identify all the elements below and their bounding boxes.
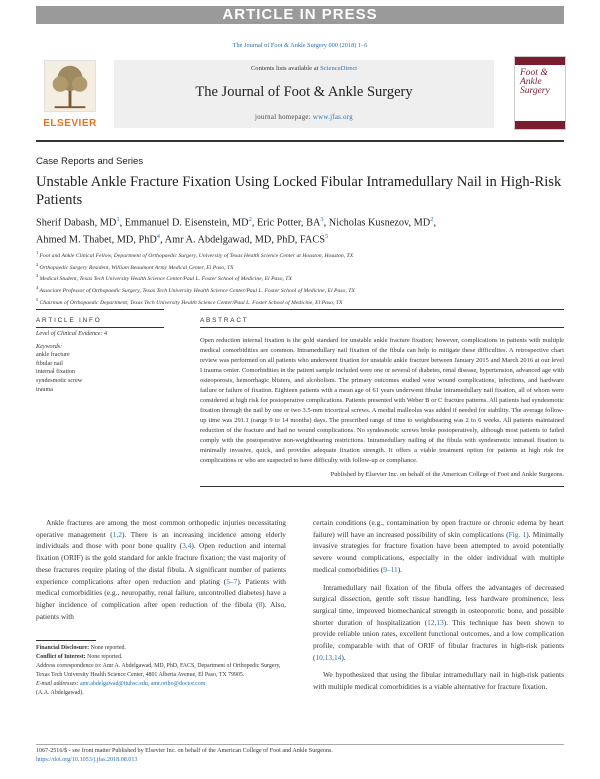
publisher-name: ELSEVIER xyxy=(43,118,97,129)
article-info-heading: ARTICLE INFO xyxy=(36,317,102,324)
keywords-label: Keywords: xyxy=(36,343,63,350)
body-right-column xyxy=(313,517,564,693)
footnotes xyxy=(36,644,286,698)
abstract-heading: ABSTRACT xyxy=(200,317,249,324)
keyword: fibular nail xyxy=(36,360,63,367)
email-addresses: E-mail addresses: amr.abdelgawad@ttuhsc.edu, amr.ortho@doctor.com xyxy=(36,681,206,687)
author-line-1: Sherif Dabash, $MD^1$, Emmanuel D. Eisenstein, $MD^2$, Eric Potter, $BA^3$, Nicholas Kusnezov, $MD^2$, xyxy=(36,216,437,229)
journal-reference[interactable]: The Journal of Foot & Ankle Surgery 000 (2018) 1–6 xyxy=(232,42,368,49)
figure-link[interactable]: Fig. 1 xyxy=(508,529,527,539)
email-owner: (A.A. Abdelgawad). xyxy=(36,690,84,696)
email-link[interactable]: amr.abdelgawad@ttuhsc.edu, amr.ortho@doctor.com xyxy=(79,681,206,687)
level-label: Level of Clinical Evidence: xyxy=(36,331,103,337)
cover-top-band xyxy=(515,57,565,65)
affiliation: $^2$ Orthopaedic Surgery Resident, William Beaumont Army Medical Center, El Paso, TX xyxy=(36,261,234,271)
author-line-2: Ahmed M. Thabet, MD, PhD$^4$, Amr A. Abdelgawad, MD, PhD, FACS$^5$ xyxy=(36,233,329,246)
intro-paragraph-1: Ankle fractures are among the most common orthopedic injuries necessitating operative management (1,2). There is an increasing incidence among elderly individuals and those with poor bone quality (3,4). Open reduction and internal fixation (ORIF) is the gold standard for ankle fracture fixation; the vast majority of these fractures require plating of the distal fibula. A significant number of patients experience complications after open reduction and plating (5–7). Patients with medical comorbidities (e.g., neuropathy, renal failure, uncontrolled diabetes) have a higher incidence of complication after open reduction of the fibula (8). Also, patients with xyxy=(36,518,286,621)
author-affiliation-marker[interactable]: 1 xyxy=(116,216,120,223)
affiliation: $^1$ Foot and Ankle Clinical Fellow, Department of Orthopaedic Surgery, University of Texas Health Science Center at Houston, Houston, TX xyxy=(36,250,354,259)
abstract-top-rule xyxy=(200,309,564,310)
author-name: Amr A. Abdelgawad, MD, PhD, FACS xyxy=(164,234,325,246)
article-info xyxy=(36,330,164,394)
author-name: Eric Potter, BA xyxy=(257,217,321,229)
elsevier-logo xyxy=(36,60,104,130)
body-left-column xyxy=(36,517,286,622)
author-name: Ahmed M. Thabet, MD, PhD xyxy=(36,234,157,246)
page-footer xyxy=(36,747,564,765)
homepage-label: journal homepage: xyxy=(255,114,311,121)
correspondence-address: Address correspondence to: Amr A. Abdelgawad, MD, PhD, FACS, Department of Orthopedic Surgery, Texas Tech University Health Science Center, 4801 Alberta Avenue, El Paso, TX 79905. xyxy=(36,663,281,678)
homepage-link[interactable]: www.jfas.org xyxy=(312,114,353,121)
info-top-rule xyxy=(36,309,164,310)
author-list xyxy=(36,213,564,248)
citation-link[interactable]: 5–7 xyxy=(226,576,238,586)
level-of-evidence xyxy=(36,330,164,339)
cover-title: Foot & Ankle Surgery xyxy=(520,68,550,96)
affiliation: $^5$ Chairman of Orthopaedic Department, Texas Tech University Health Science Center/Paul L. Foster School of Medicine, El Paso, TX xyxy=(36,296,343,306)
intro-paragraph-continued: certain conditions (e.g., contamination by open fracture or chronic edema by heart failure) will have an increased possibility of skin complications (Fig. 1). Minimally invasive strategies for fracture fixation have been attempted to avoid potentially severe wound complications, especially in the older individual with multiple medical comorbidities (9–11). xyxy=(313,518,564,574)
keyword: ankle fracture xyxy=(36,352,70,359)
affiliation: $^3$ Medical Student, Texas Tech University Health Science Center/Paul L. Foster School of Medicine, El Paso, TX xyxy=(36,273,292,283)
author-affiliation-marker[interactable]: 2 xyxy=(430,216,434,223)
affiliation-list xyxy=(36,249,564,307)
journal-header xyxy=(36,54,564,136)
citation-link[interactable]: 12,13 xyxy=(427,617,444,627)
header-divider xyxy=(36,140,564,142)
keyword: trauma xyxy=(36,386,53,393)
article-series: Case Reports and Series xyxy=(36,156,144,167)
journal-title: The Journal of Foot & Ankle Surgery xyxy=(195,84,413,100)
intro-paragraph-2: Intramedullary nail fixation of the fibula offers the advantages of decreased surgical dissection, gentle soft tissue handling, less hardware prominence, less surgical time, improved biomechanical strength in osteoporotic bone, and possible shorter duration of hospitalization (12,13). This technique has been shown to provide reliable union rates, excellent functional outcomes, and a low complication profile, comparable with that of ORIF of fibular fractures in high-risk patients (10,13,14). xyxy=(313,582,564,662)
bottom-rule xyxy=(36,744,564,745)
level-value: 4 xyxy=(104,331,108,337)
keyword: internal fixation xyxy=(36,369,76,376)
citation-link[interactable]: 1,2 xyxy=(112,529,122,539)
citation-link[interactable]: 9–11 xyxy=(383,564,398,574)
elsevier-tree-icon xyxy=(44,60,96,112)
cover-bottom-band xyxy=(515,121,565,129)
author-name: Nicholas Kusnezov, MD xyxy=(328,217,431,229)
hypothesis-paragraph: We hypothesized that using the fibular intramedullary nail in high-risk patients with multiple medical comorbidities is a viable alternative for fracture fixation. xyxy=(313,670,564,692)
contents-line xyxy=(114,60,494,72)
conflict-of-interest: Conflict of Interest: None reported. xyxy=(36,654,123,660)
affiliation: $^4$ Associate Professor of Orthopaedic Surgery, Texas Tech University Health Science Center/Paul L. Foster School of Medicine, El Paso, TX xyxy=(36,285,355,294)
doi-link[interactable]: https://doi.org/10.1053/j.jfas.2018.08.013 xyxy=(36,757,138,763)
author-name: Emmanuel D. Eisenstein, MD xyxy=(124,217,249,229)
sciencedirect-link[interactable]: ScienceDirect xyxy=(320,65,358,72)
citation-link[interactable]: 8 xyxy=(258,599,263,609)
author-affiliation-marker[interactable]: 2 xyxy=(248,216,252,223)
issn-line: 1067-2516/$ - see front matter Published by Elsevier Inc. on behalf of the American College of Foot and Ankle Surgeons. xyxy=(36,748,333,754)
author-name: Sherif Dabash, MD xyxy=(36,217,117,229)
citation-link[interactable]: 3,4 xyxy=(182,541,192,551)
info-mid-rule xyxy=(36,327,164,328)
footnote-rule xyxy=(36,640,96,641)
keyword: syndesmotic screw xyxy=(36,377,83,384)
keyword-list xyxy=(36,351,164,394)
author-affiliation-marker[interactable]: 5 xyxy=(324,233,329,241)
author-affiliation-marker[interactable]: 3 xyxy=(320,216,324,223)
financial-disclosure: Financial Disclosure: None reported. xyxy=(36,645,126,651)
abstract-publisher-note: Published by Elsevier Inc. on behalf of the American College of Foot and Ankle Surgeons. xyxy=(330,471,564,478)
article-title: Unstable Ankle Fracture Fixation Using Locked Fibular Intramedullary Nail in High-Risk Patients xyxy=(36,174,562,208)
author-affiliation-marker[interactable]: 4 xyxy=(156,233,161,241)
journal-banner xyxy=(114,60,494,128)
abstract-text: Open reduction internal fixation is the gold standard for unstable ankle fracture fixation; however, complications in patients with multiple medical comorbidities are common. Intramedullary nail fixation of the fibula can help to mitigate these difficulties. A retrospective chart review was performed on all patients who underwent fixation for unstable ankle fracture between January 2015 and March 2016 at our level I trauma center. Comorbidities in the patient sample included were one or several of diabetes, renal disease, hypertension, advanced age with osteoporosis, hemorrhagic blisters, and alcoholism. The primary outcomes studied were wound complications, infections, and hardware failure or failure of fixation. Eighteen patients with a mean age of 61 years underwent fibular intramedullary nail fixation, all of whom were considered at high risk for postoperative complications. Patients presented with Weber B or C fracture patterns. All patients had syndesmotic fixation through the nail by one or two 3.5-mm tricortical screws. A medial malleolus was added if needed for stability. The average follow-up time was 291.1 (range 9 to 14 months) days. The prescribed range of time to weightbearing was 2 to 6 weeks. All patients maintained reduction of the fracture and had no wound complications. No syndesmotic screws broke postoperatively, although most patients to failed comply with the postoperative non-weightbearing restrictions. Intramedullary nailing of the fibula with syndesmotic intranail fixation is minimally invasive, quick, and provides adequate fixation strength. It offers a viable treatment option for patients at high risk for complications or who are suspected to have difficulty with follow-up or compliance. xyxy=(200,337,564,464)
journal-cover-image xyxy=(514,56,566,130)
citation-link[interactable]: 10,13,14 xyxy=(315,652,342,662)
journal-homepage xyxy=(114,114,494,121)
abstract-bottom-rule xyxy=(200,486,564,487)
abstract-mid-rule xyxy=(200,327,564,328)
article-in-press-banner: ARTICLE IN PRESS xyxy=(36,6,564,24)
contents-prefix: Contents lists available at xyxy=(250,65,319,72)
